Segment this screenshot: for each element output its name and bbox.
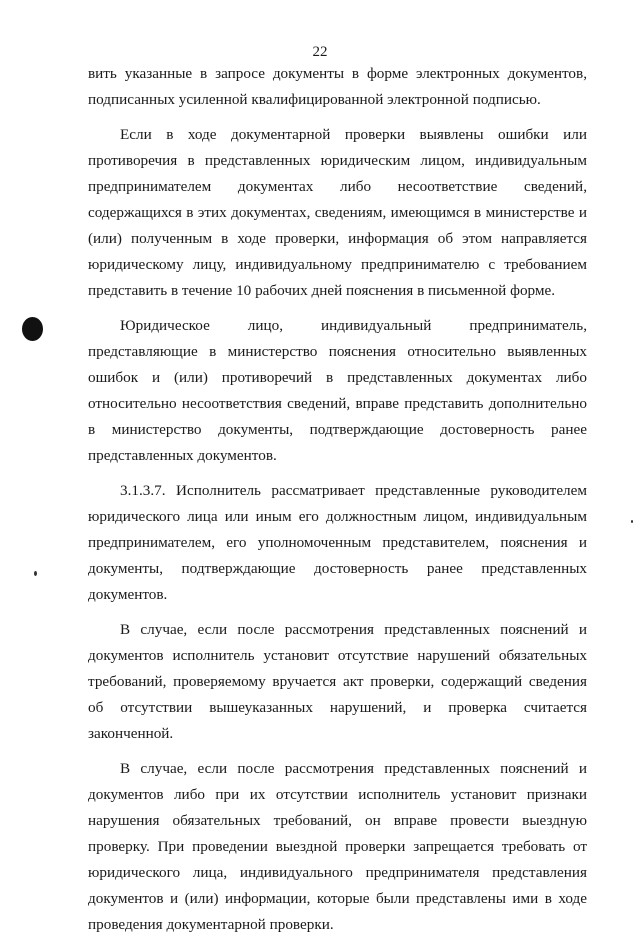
paragraph-onsite-inspection: В случае, если после рассмотрения представленных пояснений и документов либо при их отсутствии исполнитель установит признаки нарушения обязательных требований, он вправе провести выездную проверку. При проведении выездной проверки запрещается требовать от юридического лица, индивидуального предпринимателя представления документов и (или) информации, которые были представлены ими в ходе проведения документарной проверки. (88, 760, 587, 933)
page-number: 22 (312, 44, 328, 60)
document-body (88, 61, 587, 947)
paragraph-clause-3-1-3-7: 3.1.3.7. Исполнитель рассматривает представленные руководителем юридического лица или иным его должностным лицом, индивидуальным предпринимателем, его уполномоченным представителем, пояснения и документы, подтверждающие достоверность ранее представленных документов. (88, 482, 587, 603)
paragraph-explanations: Юридическое лицо, индивидуальный предприниматель, представляющие в министерство пояснения относительно выявленных ошибок и (или) противоречий в представленных документах либо относительно несоответствия сведений, вправе представить дополнительно в министерство документы, подтверждающие достоверность ранее представленных документов. (88, 317, 587, 464)
scan-speck (631, 520, 633, 523)
paragraph-continuation: вить указанные в запросе документы в форме электронных документов, подписанных усиленной квалифицированной электронной подписью. (88, 65, 587, 108)
punch-hole-mark (22, 317, 43, 341)
paragraph-no-violations: В случае, если после рассмотрения представленных пояснений и документов исполнитель установит отсутствие нарушений обязательных требований, проверяемому вручается акт проверки, содержащий сведения об отсутствии вышеуказанных нарушений, и проверка считается законченной. (88, 621, 587, 742)
paragraph-errors-found: Если в ходе документарной проверки выявлены ошибки или противоречия в представленных юридическим лицом, индивидуальным предпринимателем документах либо несоответствие сведений, содержащихся в этих документах, сведениям, имеющимся в министерстве и (или) полученным в ходе проверки, информация об этом направляется юридическому лицу, индивидуальному предпринимателю с требованием представить в течение 10 рабочих дней пояснения в письменной форме. (88, 126, 587, 299)
scan-speck (34, 571, 37, 576)
